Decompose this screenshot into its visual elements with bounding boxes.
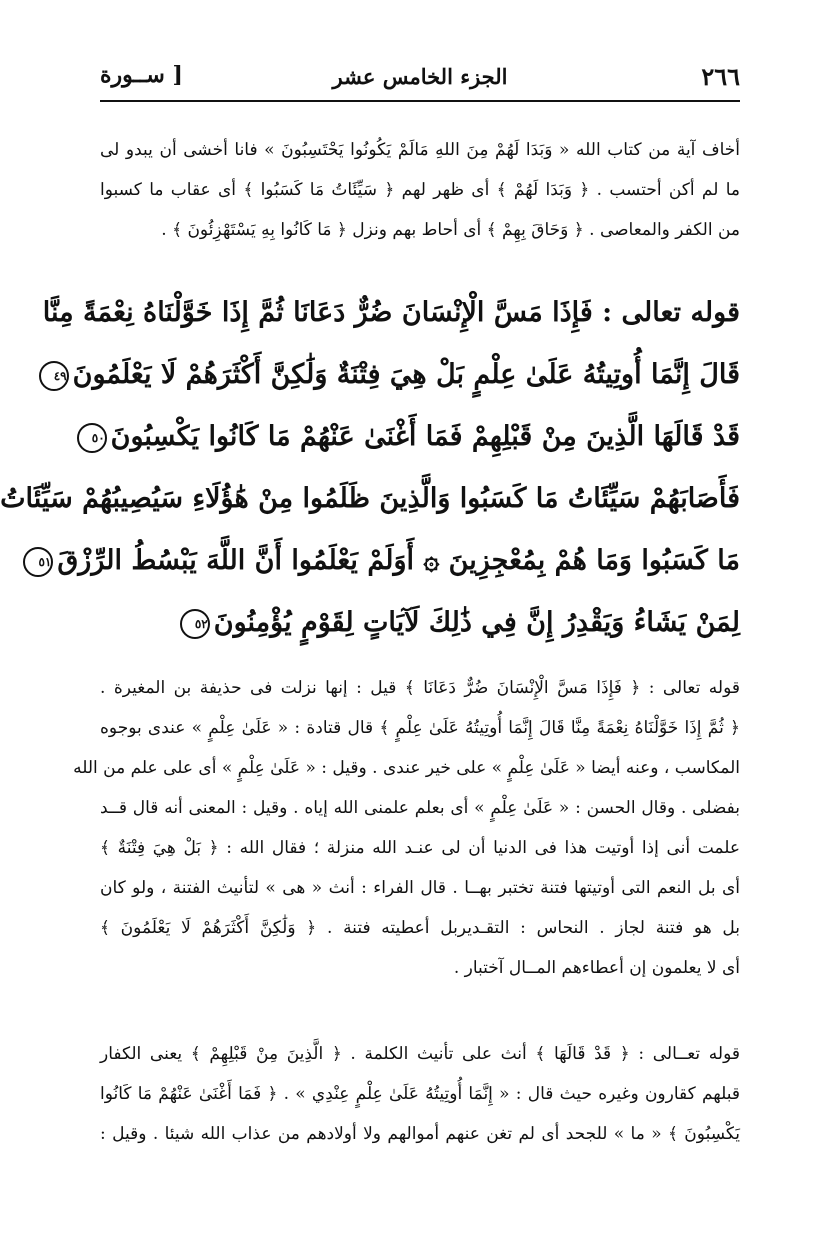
text-line: أخاف آية من كتاب الله « وَبَدَا لَهُمْ مِنَ اللهِ مَالَمْ يَكُونُوا يَحْتَسِبُونَ » فانا أخشى أن يبدو لى xyxy=(100,140,740,160)
text-line: قبلهم كقارون وغيره حيث قال : « إِنَّمَا أُوتِيتُهُ عَلَىٰ عِلْمٍ عِنْدِي » . ﴿ فَمَا أَغْنَىٰ عَنْهُمْ مَا كَانُوا xyxy=(100,1084,740,1104)
commentary-paragraph-3 xyxy=(100,1034,740,1154)
text-line: أى لا يعلمون إن أعطاءهم المــال آختبار . xyxy=(453,958,740,978)
verse-text: لِمَنْ يَشَاءُ وَيَقْدِرُ إِنَّ فِي ذَٰلِكَ لَآيَاتٍ لِقَوْمٍ يُؤْمِنُونَ xyxy=(213,607,740,638)
verse-line xyxy=(91,406,740,468)
verse-number-marker: ٥١ xyxy=(23,547,53,577)
quran-verses xyxy=(0,282,740,654)
text-line: بفضلى . وقال الحسن : « عَلَىٰ عِلْمٍ » أى بعلم علمنى الله إياه . وقيل : المعنى أنه قال قــد xyxy=(100,798,740,818)
text-line: بل هو فتنة لجاز . النحاس : التقـديربل أعطيته فتنة . ﴿ وَلَٰكِنَّ أَكْثَرَهُمْ لَا يَعْلَمُونَ ﴾ xyxy=(100,918,740,938)
header-divider xyxy=(100,100,740,102)
text-line: ﴿ ثُمَّ إِذَا خَوَّلْنَاهُ نِعْمَةً مِنَّا قَالَ إِنَّمَا أُوتِيتُهُ عَلَىٰ عِلْمٍ ﴾ قال قتادة : « عَلَىٰ عِلْمٍ » عندى بوجوه xyxy=(100,718,740,738)
verse-line xyxy=(42,282,740,344)
verse-text: مَا كَسَبُوا وَمَا هُمْ بِمُعْجِزِينَ ۞ أَوَلَمْ يَعْلَمُوا أَنَّ اللَّهَ يَبْسُطُ الرِّزْقَ xyxy=(57,545,740,576)
text-line: يَكْسِبُونَ ﴾ « ما » للجحد أى لم تغن عنهم أموالهم ولا أولادهم من عذاب الله شيئا . وقيل : xyxy=(100,1124,740,1144)
text-line: المكاسب ، وعنه أيضا « عَلَىٰ عِلْمٍ » على خير عندى . وقيل : « عَلَىٰ عِلْمٍ » أى على علم من الله xyxy=(73,758,740,778)
verse-line xyxy=(53,344,740,406)
surah-label: [ ســورة xyxy=(100,62,183,88)
verse-text: قَدْ قَالَهَا الَّذِينَ مِنْ قَبْلِهِمْ فَمَا أَغْنَىٰ عَنْهُمْ مَا كَانُوا يَكْسِبُونَ xyxy=(110,421,740,452)
verse-number-marker: ٤٩ xyxy=(39,361,69,391)
text-line: علمت أنى إذا أوتيت هذا فى الدنيا أن لى عنـد الله منزلة ؛ فقال الله : ﴿ بَلْ هِيَ فِتْنَةٌ ﴾ xyxy=(100,838,740,858)
text-line: قوله تعــالى : ﴿ قَدْ قَالَهَا ﴾ أنث على تأنيث الكلمة . ﴿ الَّذِينَ مِنْ قَبْلِهِمْ ﴾ يعنى الكفار xyxy=(100,1044,740,1064)
verse-line xyxy=(100,592,740,654)
text-line: ما لم أكن أحتسب . ﴿ وَبَدَا لَهُمْ ﴾ أى ظهر لهم ﴿ سَيِّئَاتُ مَا كَسَبُوا ﴾ أى عقاب ما كسبوا xyxy=(100,180,740,200)
running-title: الجزء الخامس عشر xyxy=(332,64,508,89)
text-line: أى بل النعم التى أوتيتها فتنة تختبر بهــا . قال الفراء : أنث « هى » لتأنيث الفتنة ، ولو كان xyxy=(100,878,740,898)
text-line: قوله تعالى : ﴿ فَإِذَا مَسَّ الْإِنْسَانَ ضُرٌّ دَعَانَا ﴾ قيل : إنها نزلت فى حذيفة بن المغيرة . xyxy=(100,678,740,698)
page-number: ٢٦٦ xyxy=(701,62,740,91)
page-header xyxy=(100,58,740,100)
commentary-paragraph-2 xyxy=(73,668,740,988)
verse-number-marker: ٥٢ xyxy=(180,609,210,639)
verse-number-marker: ٥٠ xyxy=(77,423,107,453)
text-line: من الكفر والمعاصى . ﴿ وَحَاقَ بِهِمْ ﴾ أى أحاط بهم ونزل ﴿ مَا كَانُوا بِهِ يَسْتَهْزِئُونَ ﴾ . xyxy=(161,220,740,240)
verse-line xyxy=(38,530,740,592)
commentary-paragraph-1 xyxy=(100,130,740,250)
verse-text: فَأَصَابَهُمْ سَيِّئَاتُ مَا كَسَبُوا وَالَّذِينَ ظَلَمُوا مِنْ هَٰؤُلَاءِ سَيُصِيبُهُمْ سَيِّئَاتُ xyxy=(0,483,740,514)
verse-text: قوله تعالى : فَإِذَا مَسَّ الْإِنْسَانَ ضُرٌّ دَعَانَا ثُمَّ إِذَا خَوَّلْنَاهُ نِعْمَةً مِنَّا xyxy=(42,297,740,328)
verse-line xyxy=(0,468,740,530)
verse-text: قَالَ إِنَّمَا أُوتِيتُهُ عَلَىٰ عِلْمٍ بَلْ هِيَ فِتْنَةٌ وَلَٰكِنَّ أَكْثَرَهُمْ لَا يَعْلَمُونَ xyxy=(72,359,740,390)
